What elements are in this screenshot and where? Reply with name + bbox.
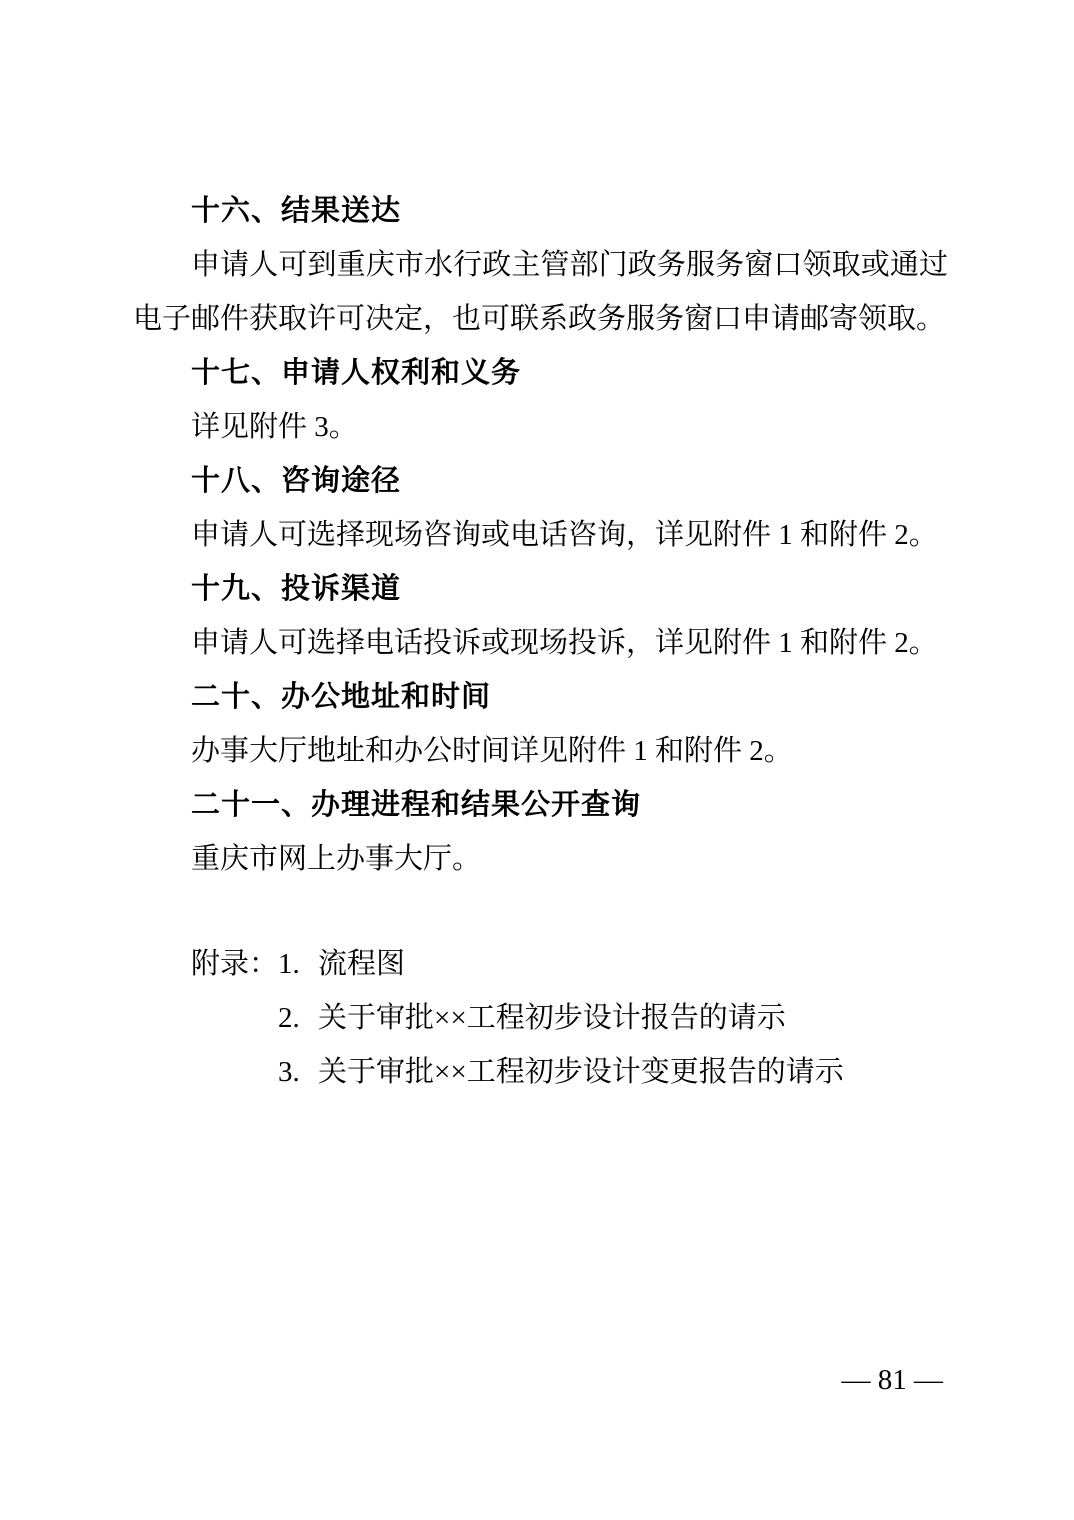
section-16-body: 申请人可到重庆市水行政主管部门政务服务窗口领取或通过电子邮件获取许可决定，也可联系政务服务窗口申请邮寄领取。	[133, 249, 948, 335]
page-number: — 81 —	[841, 1364, 943, 1396]
section-20-heading: 二十、办公地址和时间	[191, 681, 492, 713]
section-19-heading: 十九、投诉渠道	[191, 573, 402, 605]
appendix-item-3	[133, 1045, 948, 1099]
section-16	[133, 184, 948, 346]
section-21-heading: 二十一、办理进程和结果公开查询	[191, 789, 642, 821]
section-17-body: 详见附件 3。	[191, 411, 358, 443]
section-18-heading: 十八、咨询途径	[191, 465, 402, 497]
section-19-body: 申请人可选择电话投诉或现场投诉，详见附件 1 和附件 2。	[191, 627, 938, 659]
appendix-item-2-num: 2.	[278, 1002, 300, 1034]
section-18-body: 申请人可选择现场咨询或电话咨询，详见附件 1 和附件 2。	[191, 519, 938, 551]
section-21	[133, 778, 948, 886]
section-17	[133, 346, 948, 454]
section-20-body: 办事大厅地址和办公时间详见附件 1 和附件 2。	[191, 735, 793, 767]
appendix-item-1-num: 1.	[278, 948, 300, 980]
section-20	[133, 670, 948, 778]
document-content	[133, 184, 948, 1099]
appendix-label: 附录：	[191, 948, 279, 980]
appendix-item-1-text: 流程图	[318, 948, 406, 980]
appendix-item-2	[133, 991, 948, 1045]
section-18	[133, 454, 948, 562]
appendix	[133, 937, 948, 1099]
section-17-heading: 十七、申请人权利和义务	[191, 357, 522, 389]
section-21-body: 重庆市网上办事大厅。	[191, 843, 482, 875]
appendix-item-3-num: 3.	[278, 1056, 300, 1088]
section-16-heading: 十六、结果送达	[191, 195, 402, 227]
appendix-item-2-text: 关于审批××工程初步设计报告的请示	[318, 1002, 786, 1034]
section-19	[133, 562, 948, 670]
appendix-item-1	[133, 937, 948, 991]
appendix-item-3-text: 关于审批××工程初步设计变更报告的请示	[318, 1056, 844, 1088]
